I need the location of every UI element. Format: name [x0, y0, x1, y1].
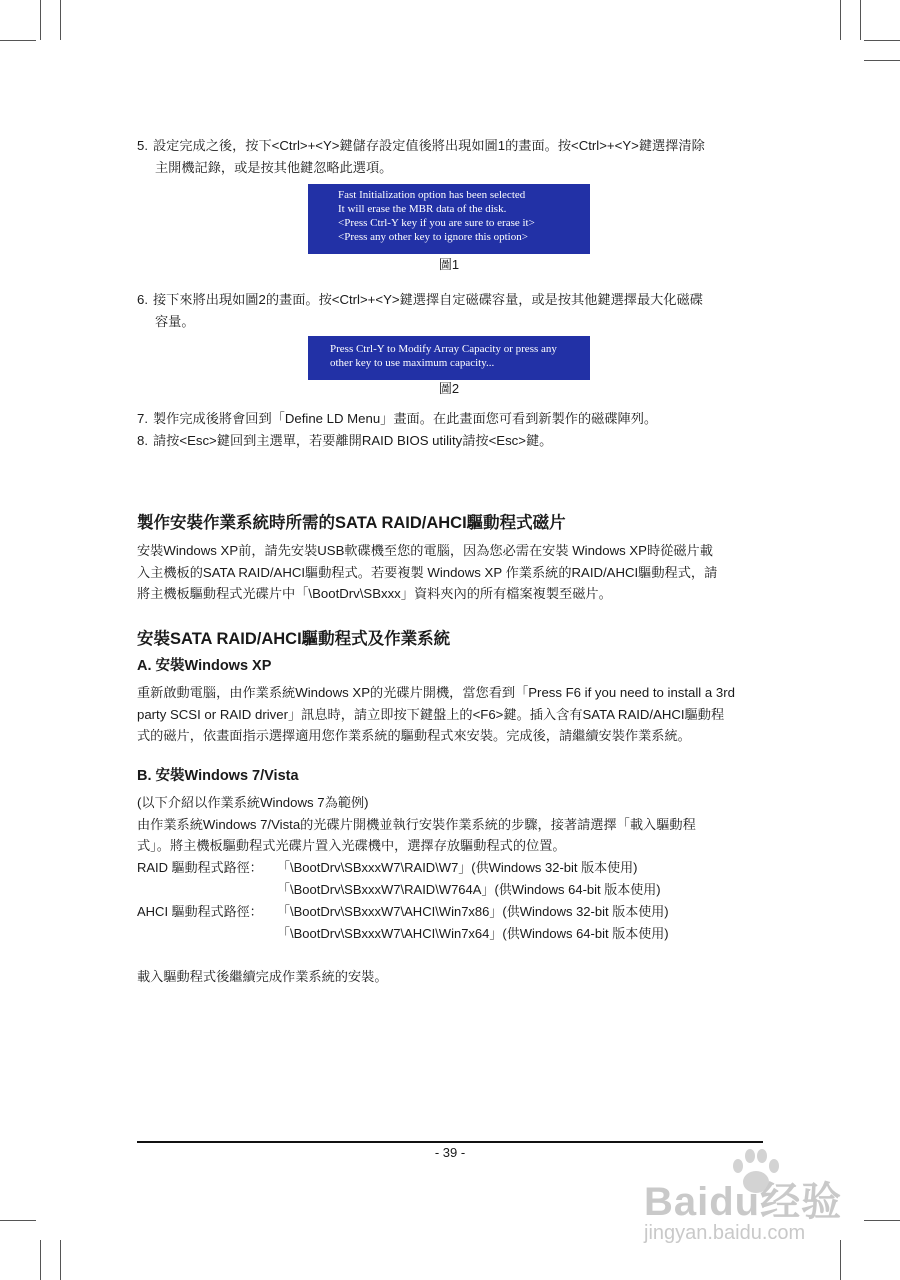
figure-2-screen — [308, 336, 590, 380]
step-7 — [137, 408, 767, 430]
step-number: 8. — [137, 433, 148, 448]
driver-path-row — [137, 879, 661, 901]
figure-1-caption: 圖1 — [438, 257, 460, 272]
page-number: - 39 - — [434, 1145, 466, 1160]
step-8 — [137, 430, 767, 452]
subsection-heading-a: A. 安裝Windows XP — [137, 658, 272, 674]
figure-2-caption: 圖2 — [438, 381, 460, 396]
step-text: 容量。 — [155, 313, 195, 329]
driver-path-row — [137, 901, 669, 923]
driver-path-row — [137, 923, 669, 945]
section-paragraph — [137, 540, 765, 605]
paragraph-line: party SCSI or RAID driver」訊息時，請立即按下鍵盤上的<F6>鍵。插入含有SATA RAID/AHCI驅動程 — [137, 706, 725, 722]
paragraph-line: 由作業系統Windows 7/Vista的光碟片開機並執行安裝作業系統的步驟，接著請選擇「載入驅動程 — [137, 816, 696, 832]
step-5 — [137, 135, 767, 178]
baidu-watermark — [640, 1150, 880, 1270]
step-number: 7. — [137, 411, 148, 426]
paragraph-line: 式」。將主機板驅動程式光碟片置入光碟機中，選擇存放驅動程式的位置。 — [137, 838, 566, 853]
paragraph-line: (以下介紹以作業系統Windows 7為範例) — [137, 795, 369, 810]
section-heading: 安裝SATA RAID/AHCI驅動程式及作業系統 — [137, 630, 451, 648]
paragraph-line: 將主機板驅動程式光碟片中「\BootDrv\SBxxx」資料夾內的所有檔案複製至磁片。 — [137, 586, 612, 601]
screen-line: Fast Initialization option has been selected — [338, 189, 526, 201]
step-6 — [137, 289, 767, 332]
driver-path-row — [137, 857, 637, 879]
path-label: AHCI 驅動程式路徑： — [137, 904, 263, 919]
path-value: 「\BootDrv\SBxxxW7\RAID\W7」(供Windows 32-bit 版本使用) — [277, 860, 638, 875]
screen-line: <Press Ctrl-Y key if you are sure to erase it> — [338, 217, 535, 229]
step-number: 5. — [137, 138, 148, 153]
path-value: 「\BootDrv\SBxxxW7\RAID\W764A」(供Windows 64-bit 版本使用) — [277, 882, 661, 897]
path-value: 「\BootDrv\SBxxxW7\AHCI\Win7x86」(供Windows 32-bit 版本使用) — [277, 904, 669, 919]
subsection-b-paragraph — [137, 792, 765, 857]
crop-mark — [60, 1240, 61, 1280]
crop-mark — [840, 0, 841, 40]
paragraph-line: 重新啟動電腦，由作業系統Windows XP的光碟片開機，當您看到「Press F6 if you need to install a 3rd — [137, 685, 735, 700]
subsection-heading-b: B. 安裝Windows 7/Vista — [137, 768, 299, 784]
crop-mark — [40, 0, 41, 40]
subsection-a-paragraph — [137, 682, 765, 747]
crop-mark — [0, 40, 36, 41]
figure-1-screen — [308, 184, 590, 254]
section-heading: 製作安裝作業系統時所需的SATA RAID/AHCI驅動程式磁片 — [137, 514, 566, 532]
path-label: RAID 驅動程式路徑： — [137, 860, 263, 875]
crop-mark — [864, 60, 900, 61]
step-text: 製作完成後將會回到「Define LD Menu」畫面。在此畫面您可看到新製作的磁碟陣列。 — [153, 411, 658, 426]
screen-line: It will erase the MBR data of the disk. — [338, 203, 507, 215]
step-text: 主開機記錄，或是按其他鍵忽略此選項。 — [155, 159, 393, 175]
crop-mark — [0, 1220, 36, 1221]
watermark-logo: Baidu经验 — [644, 1180, 843, 1224]
crop-mark — [60, 0, 61, 40]
step-text: 請按<Esc>鍵回到主選單，若要離開RAID BIOS utility請按<Esc>鍵。 — [153, 433, 553, 448]
step-text: 設定完成之後，按下<Ctrl>+<Y>鍵儲存設定值後將出現如圖1的畫面。按<Ctrl>+<Y>鍵選擇清除 — [153, 138, 705, 153]
watermark-url: jingyan.baidu.com — [644, 1222, 806, 1244]
crop-mark — [860, 0, 861, 40]
footer-rule — [137, 1141, 763, 1143]
screen-line: other key to use maximum capacity... — [330, 357, 495, 369]
screen-line: Press Ctrl-Y to Modify Array Capacity or press any — [330, 343, 557, 355]
step-text: 接下來將出現如圖2的畫面。按<Ctrl>+<Y>鍵選擇自定磁碟容量，或是按其他鍵選擇最大化磁碟 — [153, 292, 703, 307]
crop-mark — [864, 40, 900, 41]
paragraph-line: 式的磁片，依畫面指示選擇適用您作業系統的驅動程式來安裝。完成後，請繼續安裝作業系統。 — [137, 728, 691, 743]
paragraph-line: 入主機板的SATA RAID/AHCI驅動程式。若要複製 Windows XP 作業系統的RAID/AHCI驅動程式，請 — [137, 564, 718, 580]
step-number: 6. — [137, 292, 148, 307]
paragraph-line: 安裝Windows XP前，請先安裝USB軟碟機至您的電腦，因為您必需在安裝 Windows XP時從磁片載 — [137, 543, 713, 558]
crop-mark — [40, 1240, 41, 1280]
closing-note: 載入驅動程式後繼續完成作業系統的安裝。 — [137, 969, 388, 984]
path-value: 「\BootDrv\SBxxxW7\AHCI\Win7x64」(供Windows 64-bit 版本使用) — [277, 926, 669, 941]
screen-line: <Press any other key to ignore this option> — [338, 231, 528, 243]
